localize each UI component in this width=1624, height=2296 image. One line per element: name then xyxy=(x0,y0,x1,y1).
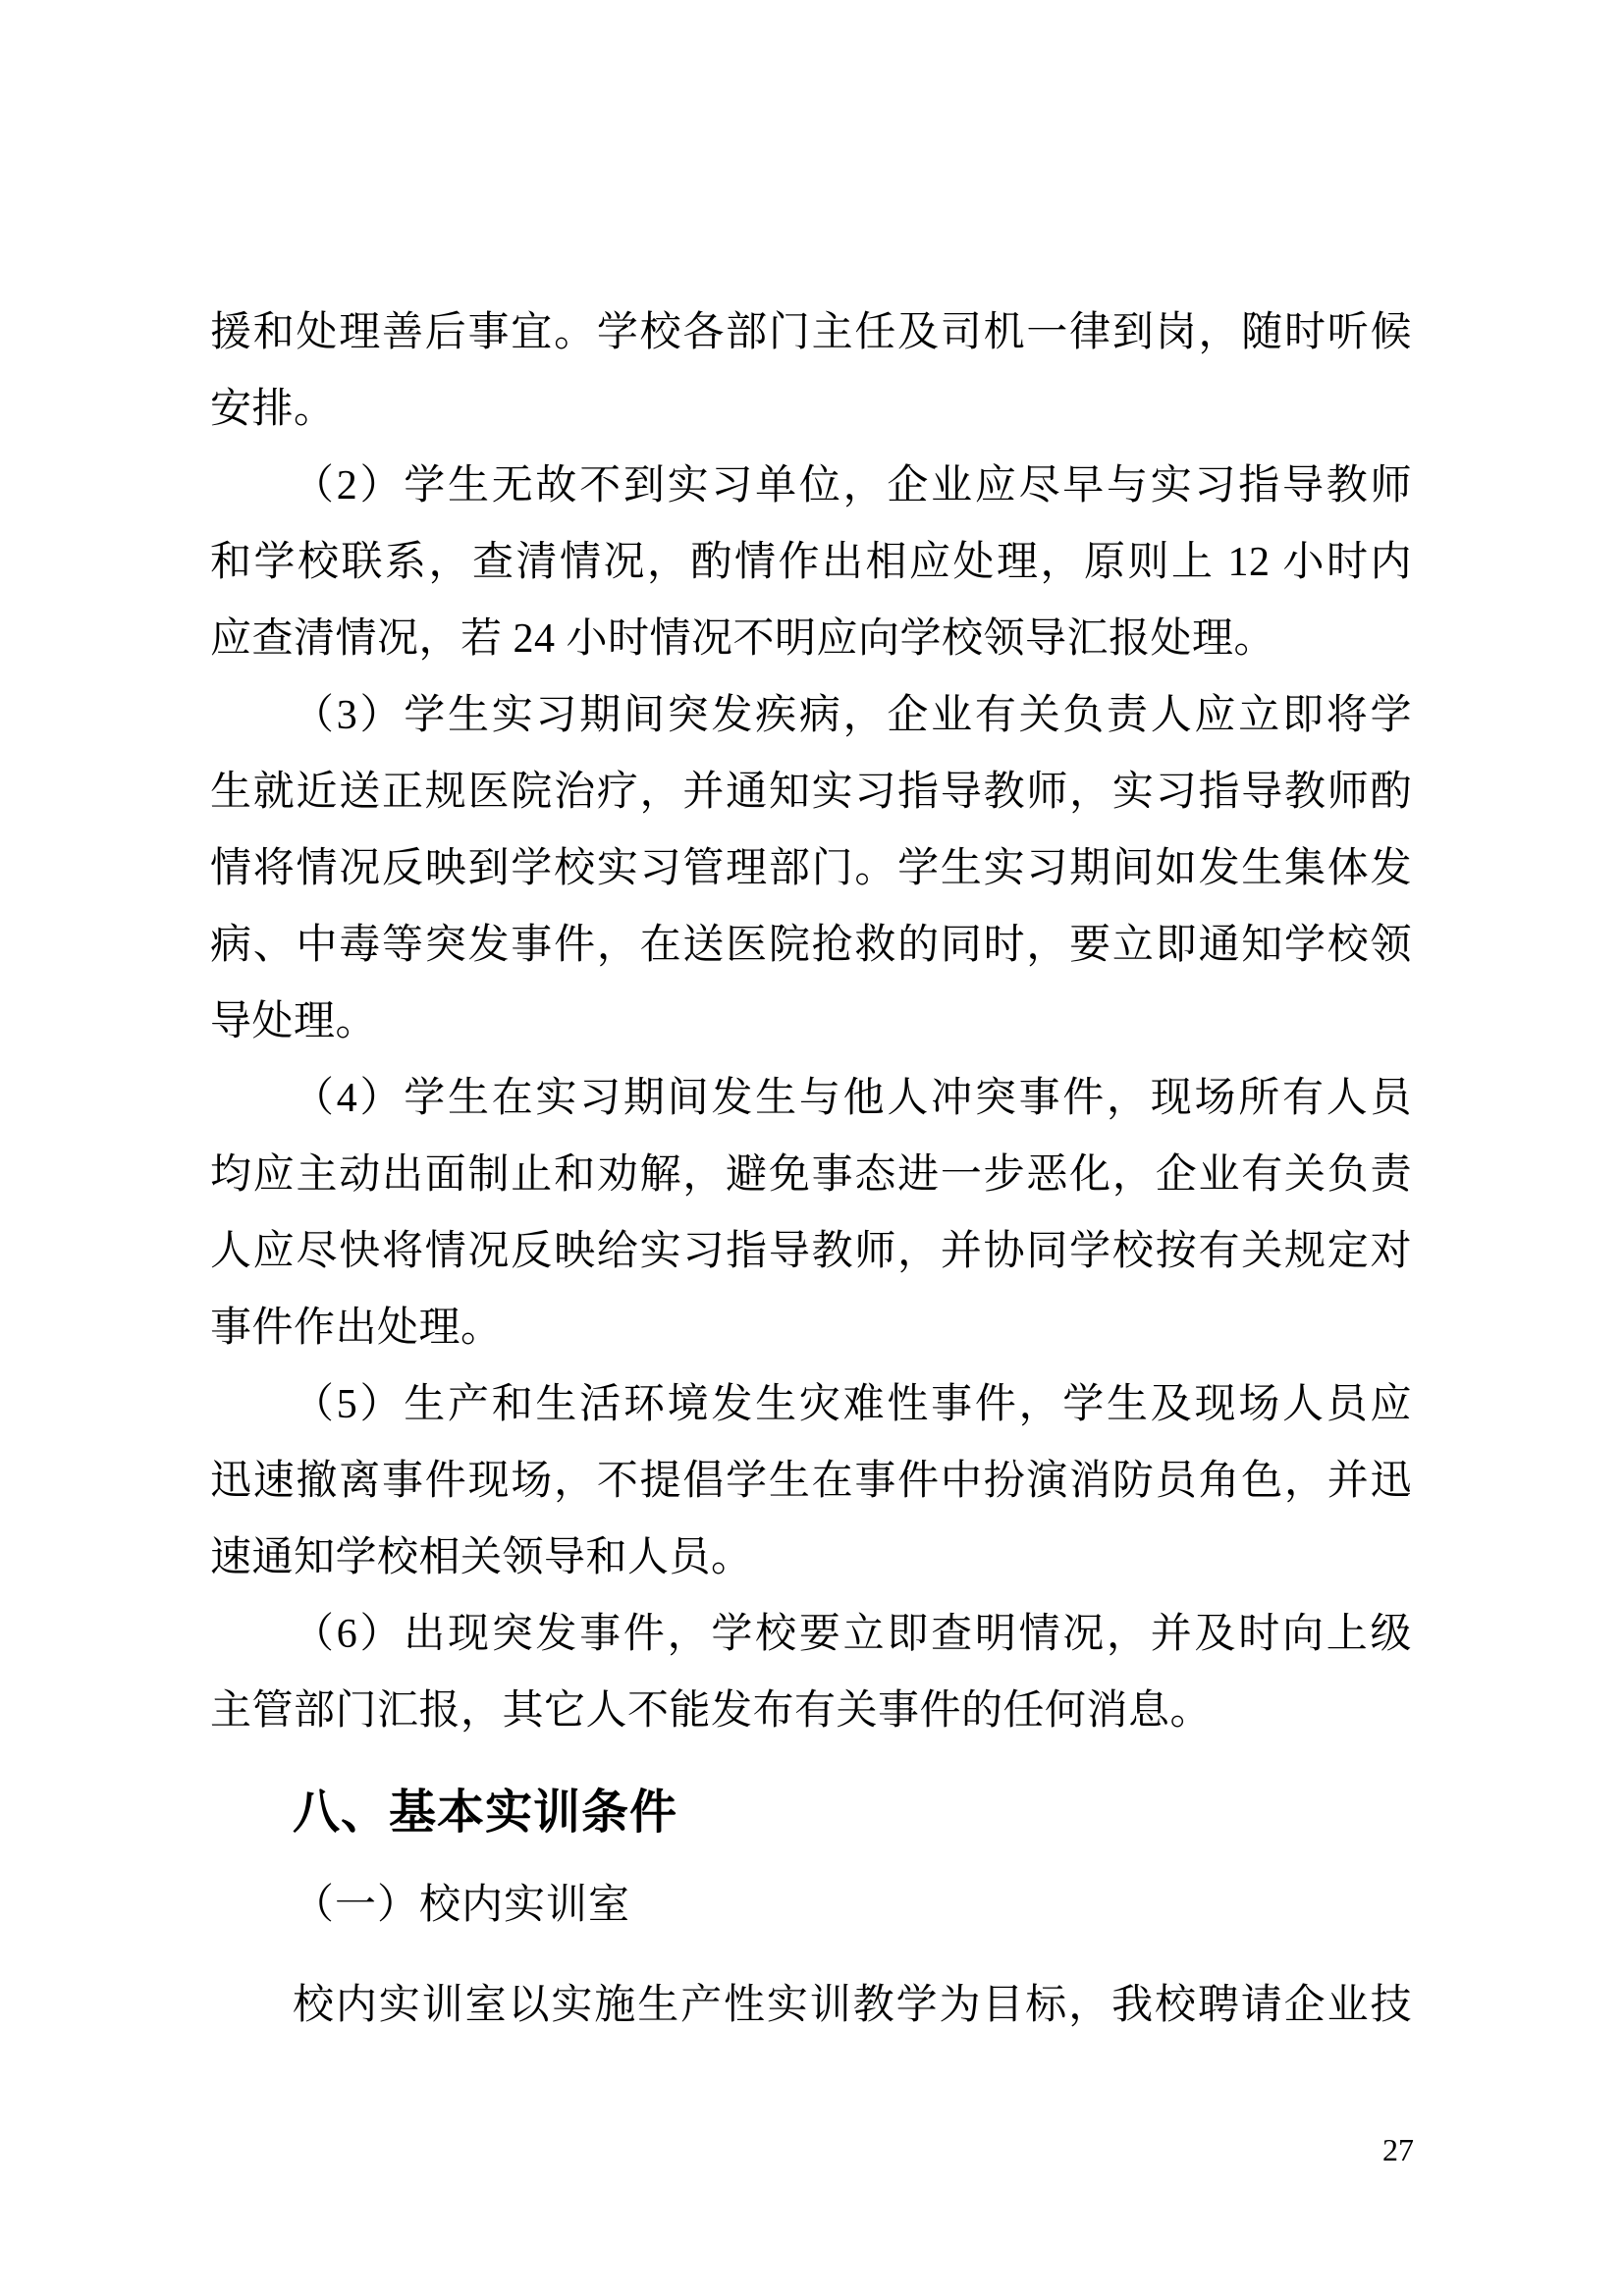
text-line: 援和处理善后事宜。学校各部门主任及司机一律到岗，随时听候 xyxy=(210,310,1412,355)
text-line: 速通知学校相关领导和人员。 xyxy=(210,1535,753,1580)
text-line: 人应尽快将情况反映给实习指导教师，并协同学校按有关规定对 xyxy=(210,1229,1412,1274)
paragraph-start-line: （2）学生无故不到实习单位，企业应尽早与实习指导教师 xyxy=(293,463,1412,508)
text-line: 事件作出处理。 xyxy=(210,1306,503,1351)
text-line: 生就近送正规医院治疗，并通知实习指导教师，实习指导教师酌 xyxy=(210,770,1412,815)
text-line: 安排。 xyxy=(210,387,336,432)
section-heading: 八、基本实训条件 xyxy=(293,1787,678,1839)
text-line: 导处理。 xyxy=(210,999,378,1044)
paragraph-start-line: （3）学生实习期间突发疾病，企业有关负责人应立即将学 xyxy=(293,693,1412,738)
text-line: 和学校联系，查清情况，酌情作出相应处理，原则上 12 小时内 xyxy=(210,540,1412,585)
text-line: 均应主动出面制止和劝解，避免事态进一步恶化，企业有关负责 xyxy=(210,1152,1412,1198)
document-body xyxy=(210,294,1412,2044)
paragraph-start-line: （6）出现突发事件，学校要立即查明情况，并及时向上级 xyxy=(293,1612,1412,1657)
paragraph-start-line: （5）生产和生活环境发生灾难性事件，学生及现场人员应 xyxy=(293,1382,1412,1427)
paragraph-start-line: 校内实训室以实施生产性实训教学为目标，我校聘请企业技 xyxy=(293,1983,1412,2028)
text-line: 迅速撤离事件现场，不提倡学生在事件中扮演消防员角色，并迅 xyxy=(210,1459,1412,1504)
text-line: 情将情况反映到学校实习管理部门。学生实习期间如发生集体发 xyxy=(210,846,1412,891)
text-line: 主管部门汇报，其它人不能发布有关事件的任何消息。 xyxy=(210,1688,1213,1734)
text-line: 病、中毒等突发事件，在送医院抢救的同时，要立即通知学校领 xyxy=(210,923,1412,968)
page-number: 27 xyxy=(1382,2132,1414,2167)
paragraph-start-line: （4）学生在实习期间发生与他人冲突事件，现场所有人员 xyxy=(293,1076,1412,1121)
text-line: 应查清情况，若 24 小时情况不明应向学校领导汇报处理。 xyxy=(210,616,1276,662)
subsection-heading: （一）校内实训室 xyxy=(293,1883,631,1928)
